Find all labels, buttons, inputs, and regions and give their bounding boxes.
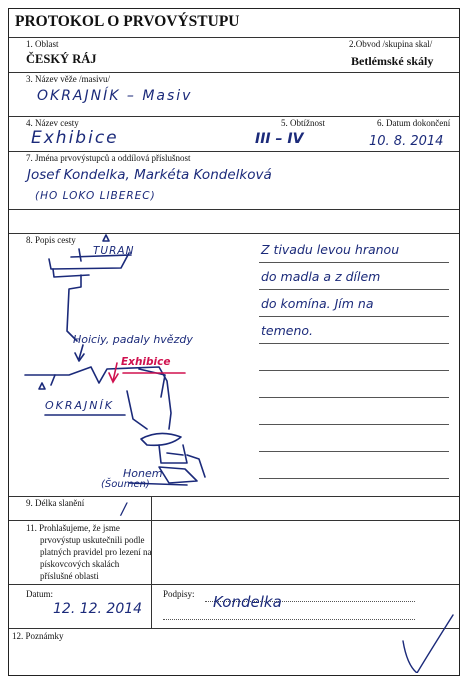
description-line-4: temeno. bbox=[261, 323, 314, 338]
sketch-note: Hoiciy, padaly hvězdy bbox=[73, 333, 193, 346]
protocol-form bbox=[8, 8, 460, 676]
divider bbox=[151, 496, 152, 520]
declaration-line-1: 11. Prohlašujeme, že jsme bbox=[26, 523, 120, 533]
ruled-line bbox=[259, 262, 449, 263]
date-label: Datum: bbox=[26, 589, 53, 599]
description-line-2: do madla a z dílem bbox=[261, 269, 381, 284]
ruled-line bbox=[259, 478, 449, 479]
date-value: 12. 12. 2014 bbox=[53, 601, 143, 617]
description-line-1: Z tivadu levou hranou bbox=[261, 242, 400, 257]
divider bbox=[151, 520, 152, 584]
route-value: Exhibice bbox=[31, 128, 119, 148]
sketch-turan-label: TURAN bbox=[93, 245, 135, 257]
sketch-okrajnik-label: OKRAJNÍK bbox=[45, 399, 114, 412]
ruled-line bbox=[259, 397, 449, 398]
signatures-label: Podpisy: bbox=[163, 589, 195, 599]
divider bbox=[9, 520, 459, 521]
ruled-line bbox=[259, 424, 449, 425]
divider bbox=[9, 151, 459, 152]
divider bbox=[9, 116, 459, 117]
divider bbox=[9, 37, 459, 38]
tower-value: OKRAJNÍK – Masiv bbox=[37, 88, 193, 104]
climbers-value: Josef Kondelka, Markéta Kondelková bbox=[27, 167, 272, 183]
divider bbox=[9, 628, 459, 629]
notes-label: 12. Poznámky bbox=[12, 631, 64, 641]
route-label: 4. Název cesty bbox=[26, 118, 79, 128]
divider bbox=[9, 72, 459, 73]
district-value: Betlémské skály bbox=[351, 54, 434, 68]
ruled-line bbox=[259, 289, 449, 290]
divider bbox=[9, 209, 459, 210]
climbers-label: 7. Jména prvovýstupců a oddílová příslušnost bbox=[26, 153, 191, 163]
rappel-label: 9. Délka slanění bbox=[26, 498, 85, 508]
ruled-line bbox=[259, 316, 449, 317]
divider bbox=[151, 584, 152, 628]
signature-line bbox=[163, 619, 415, 620]
sketch-route-label: Exhibice bbox=[121, 356, 171, 368]
district-label: 2.Obvod /skupina skal/ bbox=[349, 39, 433, 49]
declaration-line-5: příslušné oblasti bbox=[40, 571, 99, 581]
area-label: 1. Oblast bbox=[26, 39, 59, 49]
checkmark-icon bbox=[397, 613, 457, 673]
area-value: ČESKÝ RÁJ bbox=[26, 52, 97, 66]
completion-date-value: 10. 8. 2014 bbox=[369, 134, 444, 149]
description-label: 8. Popis cesty bbox=[26, 235, 76, 245]
club-value: (HO LOKO LIBEREC) bbox=[35, 190, 156, 202]
signature: Kondelka bbox=[213, 593, 282, 611]
completion-date-label: 6. Datum dokončení bbox=[377, 118, 451, 128]
ruled-line bbox=[259, 370, 449, 371]
divider bbox=[9, 584, 459, 585]
description-line-3: do komína. Jím na bbox=[261, 296, 374, 311]
ruled-line bbox=[259, 343, 449, 344]
rappel-value: / bbox=[121, 499, 127, 518]
declaration-line-3: platných pravidel pro lezení na bbox=[40, 547, 152, 557]
grade-label: 5. Obtížnost bbox=[281, 118, 325, 128]
ruled-line bbox=[259, 451, 449, 452]
tower-label: 3. Název věže /masivu/ bbox=[26, 74, 110, 84]
declaration-line-4: pískovcových skalách bbox=[40, 559, 120, 569]
declaration-line-2: prvovýstup uskutečnili podle bbox=[40, 535, 145, 545]
divider bbox=[9, 496, 459, 497]
form-title: PROTOKOL O PRVOVÝSTUPU bbox=[15, 13, 240, 30]
sketch-sounem-label: (Šoumen) bbox=[101, 479, 150, 490]
sketch-honem-label: Honem bbox=[123, 467, 163, 480]
grade-value: III – IV bbox=[255, 131, 304, 147]
